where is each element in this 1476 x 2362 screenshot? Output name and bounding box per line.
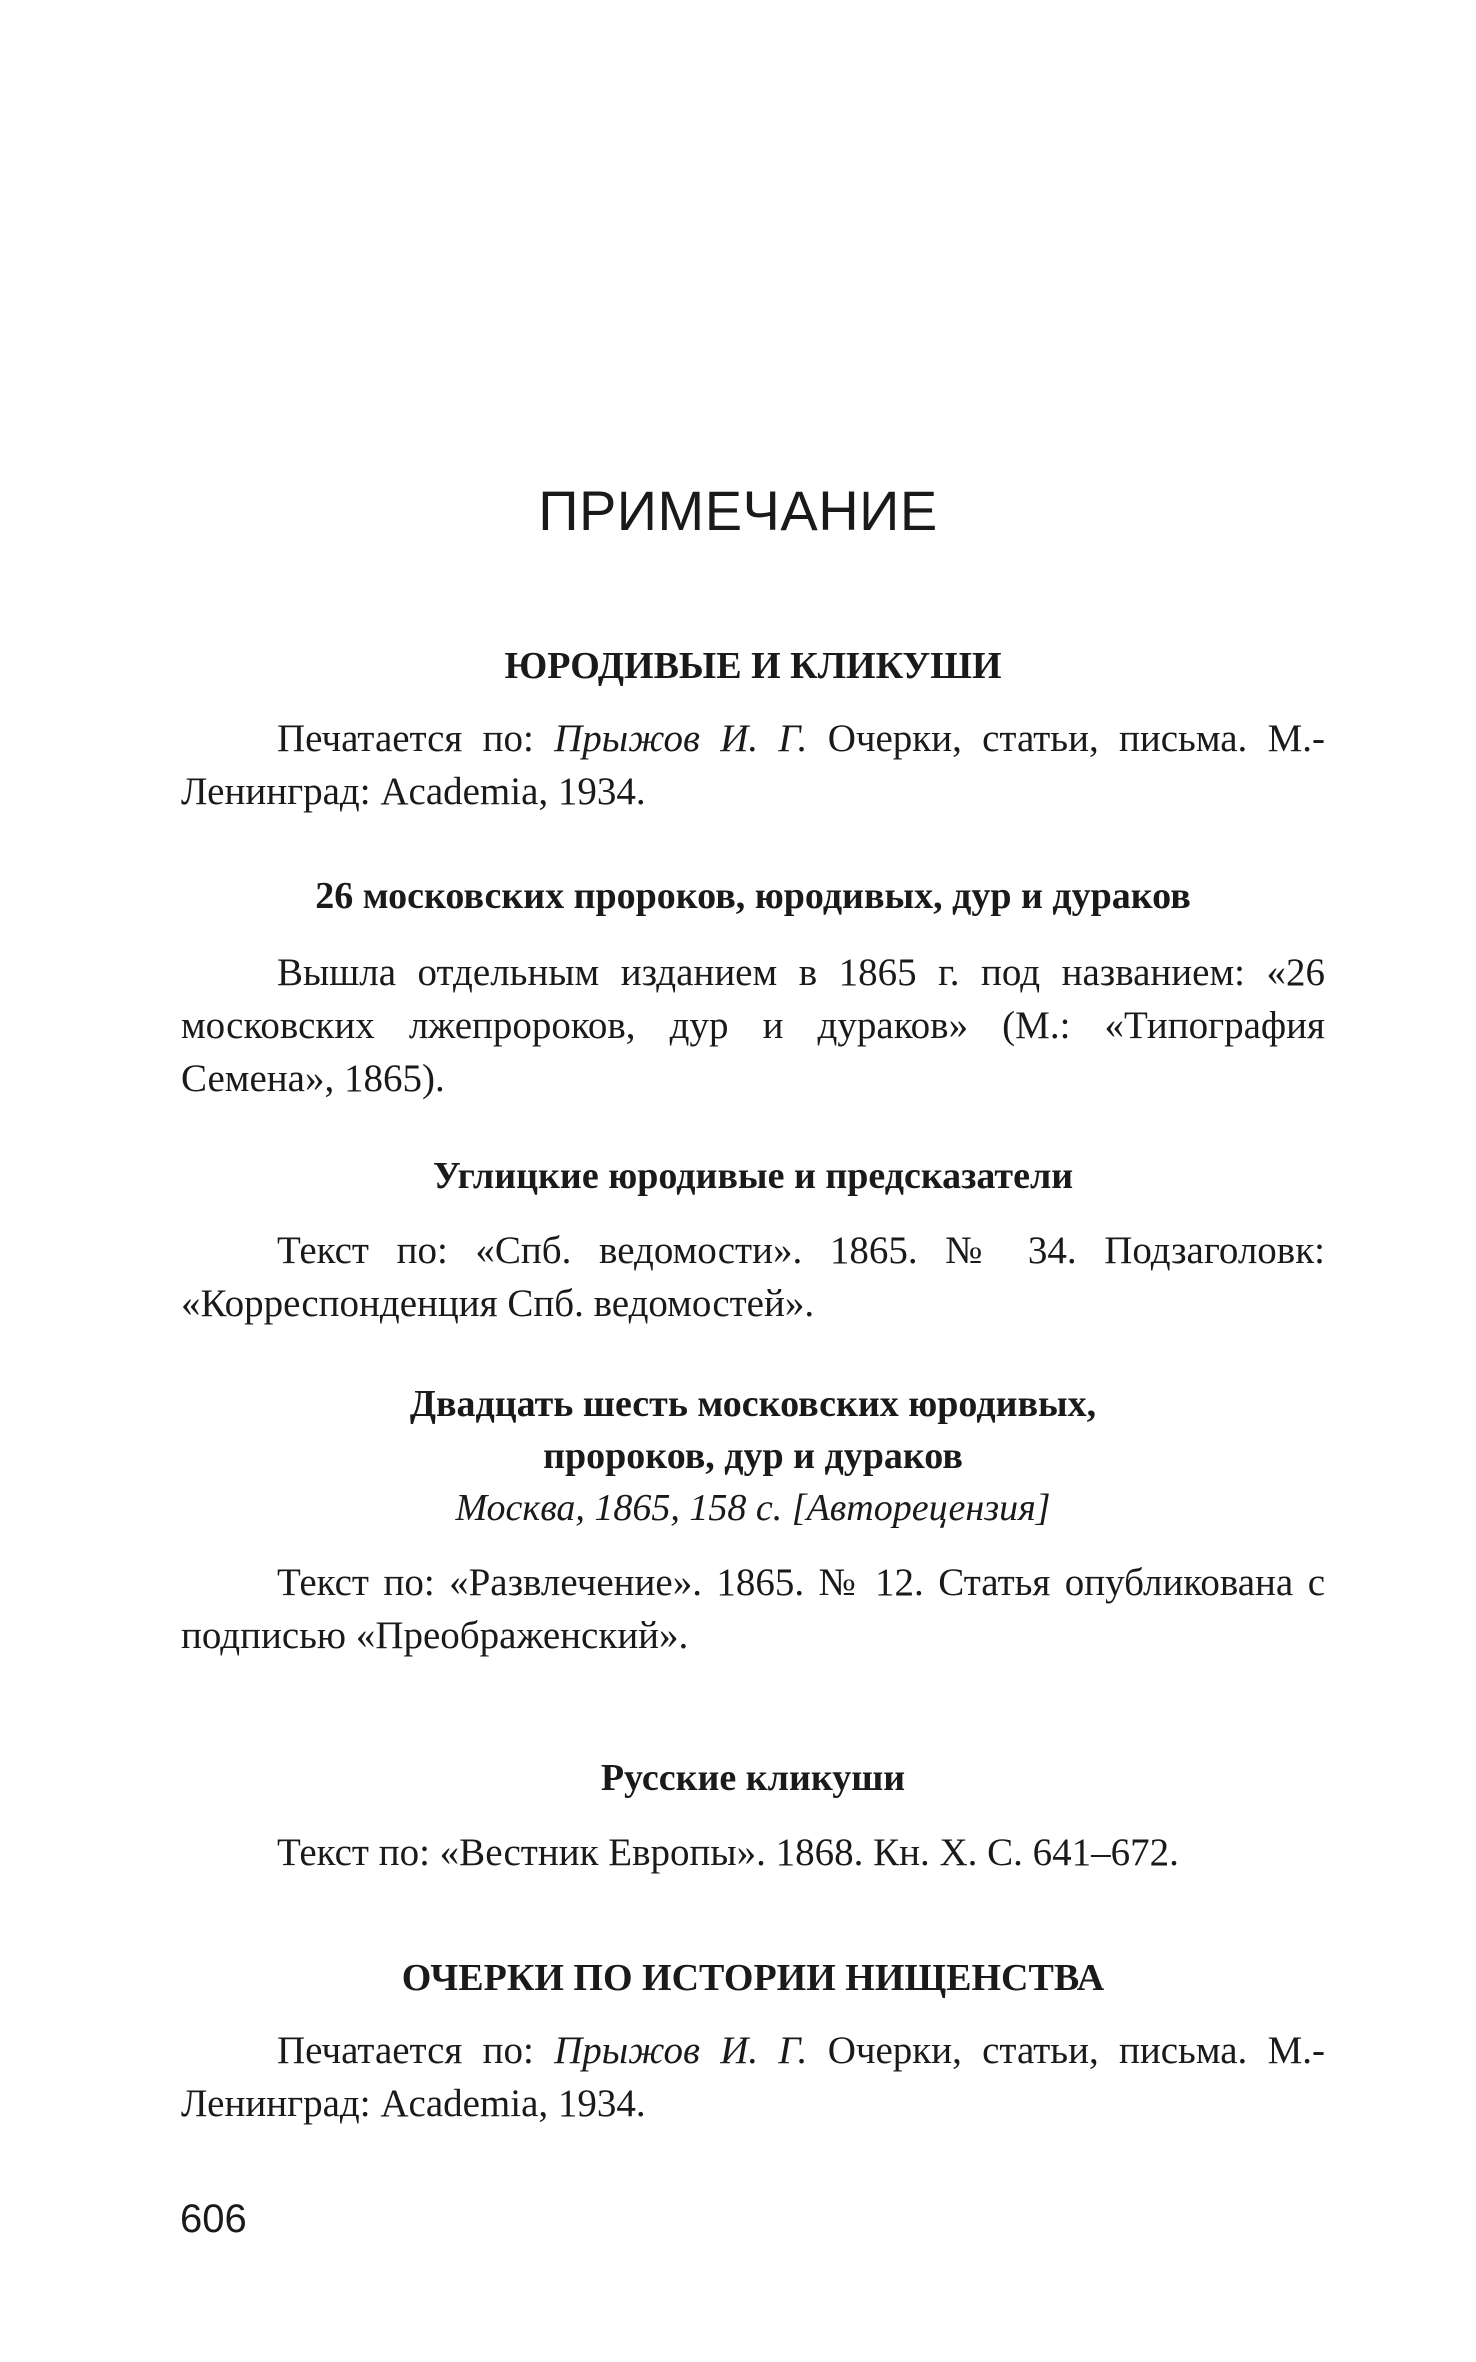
author-name: Прыжов И. Г. bbox=[554, 2029, 808, 2072]
section-heading: Углицкие юродивые и предсказатели bbox=[432, 1155, 1074, 1197]
section-26-prorokov bbox=[181, 870, 1325, 1105]
page-title: ПРИМЕЧАНИЕ bbox=[538, 479, 938, 542]
source-note: Текст по: «Вестник Европы». 1868. Кн. X. С. 641–672. bbox=[277, 1831, 1179, 1874]
author-name: Прыжов И. Г. bbox=[554, 717, 808, 760]
section-dvadtsat-shest bbox=[181, 1378, 1325, 1662]
page-number: 606 bbox=[180, 2197, 247, 2241]
section-ocherki-nishchenstva bbox=[181, 1952, 1325, 2130]
section-heading-line2: пророков, дур и дураков bbox=[543, 1435, 963, 1477]
section-heading: 26 московских пророков, юродивых, дур и дураков bbox=[315, 875, 1191, 917]
section-heading: ЮРОДИВЫЕ И КЛИКУШИ bbox=[504, 645, 1002, 687]
section-russkie-klikushi bbox=[181, 1752, 1325, 1879]
source-note: Текст по: «Развлечение». 1865. № 12. Статья опубликована с подписью «Преображенский». bbox=[181, 1561, 1325, 1657]
section-subheading: Москва, 1865, 158 с. [Авторецензия] bbox=[455, 1487, 1051, 1529]
source-note: Вышла отдельным изданием в 1865 г. под названием: «26 московских лжепророков, дур и дураков» (М.: «Типография Семена», 1865). bbox=[181, 951, 1325, 1100]
section-uglitskie bbox=[181, 1150, 1325, 1330]
section-heading: Русские кликуши bbox=[600, 1757, 906, 1799]
section-heading: ОЧЕРКИ ПО ИСТОРИИ НИЩЕНСТВА bbox=[401, 1957, 1105, 1999]
section-heading-line1: Двадцать шесть московских юродивых, bbox=[409, 1383, 1097, 1425]
section-yurodivye-i-klikushi bbox=[181, 640, 1325, 818]
source-note: Текст по: «Спб. ведомости». 1865. № 34. Подзаголовк: «Корреспонденция Спб. ведомостей». bbox=[181, 1229, 1325, 1325]
source-note: Печатается по: Прыжов И. Г. Очерки, статьи, письма. М.-Ленинград: Academia, 1934. bbox=[181, 717, 1325, 813]
source-note: Печатается по: Прыжов И. Г. Очерки, статьи, письма. М.-Ленинград: Academia, 1934. bbox=[181, 2029, 1325, 2125]
